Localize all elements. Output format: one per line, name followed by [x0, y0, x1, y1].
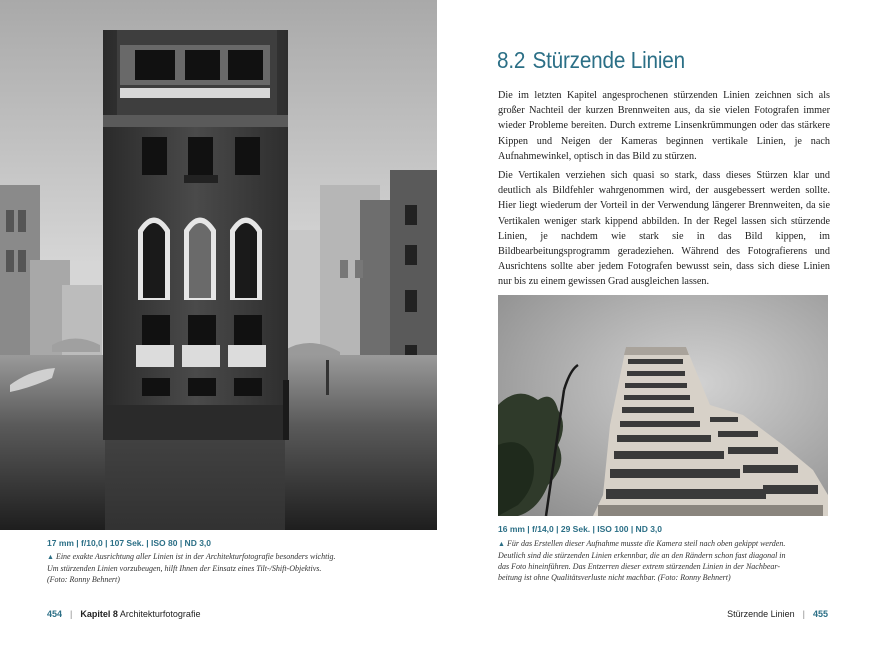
- body-paragraph: Die im letzten Kapitel angesprochenen stürzenden Linien zeichnen sich als großer Nachteil der kurzen Brennweiten aus, da sie vielen Fotografen immer wieder Probleme bereiten. Durch extreme Linsenkrümmungen oder das stärkere Kippen und Neigen der Kameras beginnen vertikale Linien, je nach Aufnahmewinkel, optisch in das Bild zu stürzen.: [498, 90, 830, 162]
- caption-line: (Foto: Ronny Behnert): [47, 575, 120, 584]
- chapter-title: Architekturfotografie: [119, 609, 201, 619]
- right-photo-caption: [498, 538, 838, 583]
- running-header-title: Stürzende Linien: [727, 609, 795, 619]
- page-number: 455: [812, 609, 828, 619]
- caption-line: Deutlich sind die stürzenden Linien erkennbar, die an den Rändern schon fast diagonal in: [498, 551, 786, 560]
- building-photo: [498, 295, 828, 516]
- chapter-label: Kapitel 8: [80, 609, 118, 619]
- caption-line: das Foto hineinführen. Das Entzerren dieser extrem stürzenden Linien in der Nachbear-: [498, 562, 781, 571]
- caption-line: Eine exakte Ausrichtung aller Linien ist in der Architekturfotografie besonders wichtig.: [55, 552, 336, 561]
- left-page-footer: 454 | Kapitel 8 Architekturfotografie: [47, 609, 201, 619]
- caption-line: Für das Erstellen dieser Aufnahme musste die Kamera steil nach oben gekippt werden.: [506, 539, 786, 548]
- body-paragraph: Die Vertikalen verziehen sich quasi so stark, dass dieses Stürzen klar und deutlich als Bildfehler wahrgenommen wird, der ausgebessert werden sollte. Hier liegt wiederum der Vorteil in der Verwendung längerer Brennweiten, da sie Vertikalen weniger stark kippend abbilden. In der Regel lassen sich stürzende Linien, je nachdem wie stark sie in das Bild kippen, im Bildbearbeitungsprogramm geradeziehen. Während des Fotografierens und Ausrichtens sollte aber jedem Fotografen bewusst sein, dass sich diese Linien nur bis zu einem gewissen Grad ausgleichen lassen.: [498, 170, 830, 288]
- left-photo-caption: [47, 551, 417, 585]
- page-number: 454: [47, 609, 63, 619]
- right-photo-meta: 16 mm | f/14,0 | 29 Sek. | ISO 100 | ND 3,0: [498, 524, 663, 534]
- caption-line: beitung ist ohne Qualitätsverluste nicht machbar. (Foto: Ronny Behnert): [498, 573, 731, 582]
- section-title: Stürzende Linien: [532, 47, 685, 73]
- caption-line: Um stürzenden Linien vorzubeugen, hilft Ihnen der Einsatz eines Tilt-/Shift-Objektivs.: [47, 564, 322, 573]
- right-page-footer: Stürzende Linien | 455: [727, 609, 828, 619]
- triangle-up-icon: ▲: [498, 540, 505, 548]
- venice-building-photo: [0, 0, 437, 530]
- left-photo-meta: 17 mm | f/10,0 | 107 Sek. | ISO 80 | ND 3,0: [47, 538, 212, 548]
- section-heading: [497, 47, 685, 74]
- section-number: 8.2: [497, 47, 526, 73]
- triangle-up-icon: ▲: [47, 553, 54, 561]
